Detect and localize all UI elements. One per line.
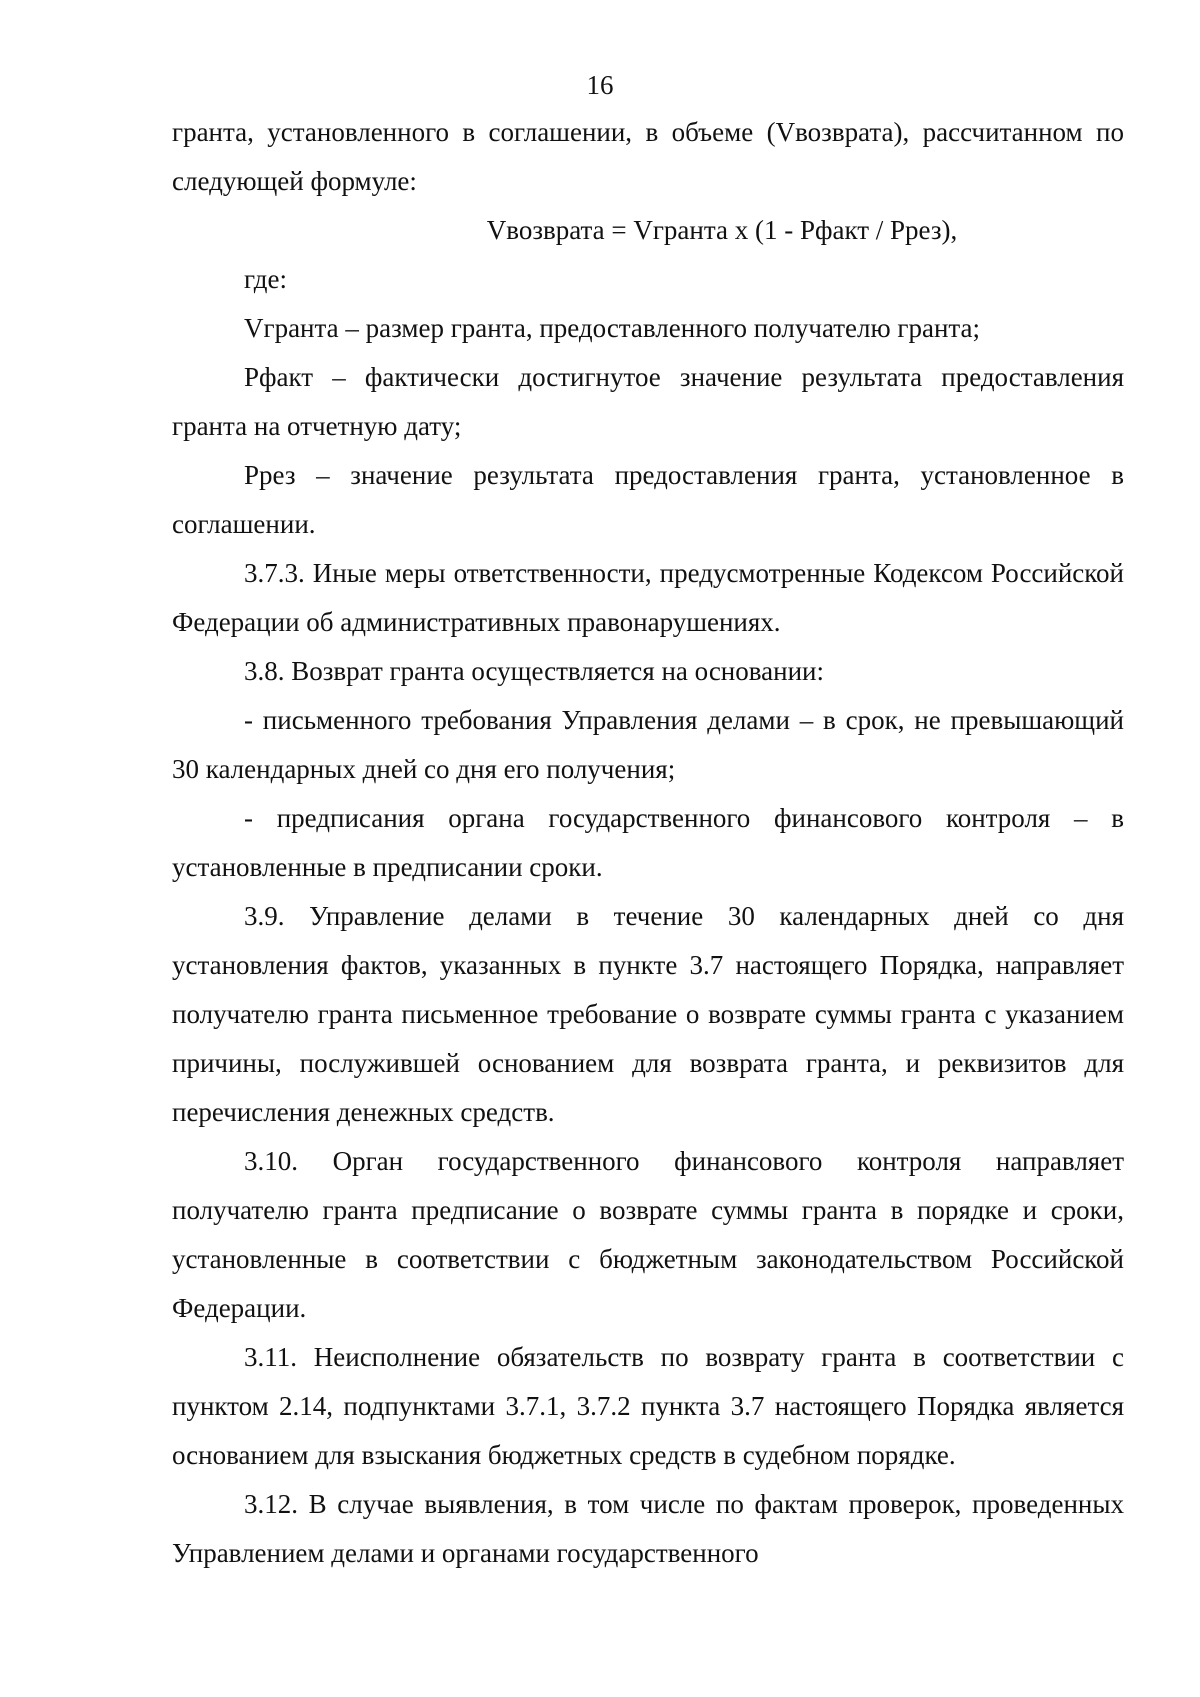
paragraph-3-8: 3.8. Возврат гранта осуществляется на основании: [244, 656, 824, 686]
paragraph-3-10: 3.10. Орган государственного финансового контроля направляет получателю гранта предписание о возврате суммы гранта в порядке и сроки, установленные в соответствии с бюджетным законодательством Российской Федерации. [172, 1146, 1124, 1323]
document-body [172, 108, 1124, 1578]
definition-v-grant: Vгранта – размер гранта, предоставленного получателю гранта; [244, 313, 981, 343]
paragraph-grant-volume-intro: гранта, установленного в соглашении, в объеме (Vвозврата), рассчитанном по следующей формуле: [172, 117, 1124, 196]
paragraph-3-9: 3.9. Управление делами в течение 30 календарных дней со дня установления фактов, указанных в пункте 3.7 настоящего Порядка, направляет получателю гранта письменное требование о возврате суммы гранта с указанием причины, послужившей основанием для возврата гранта, и реквизитов для перечисления денежных средств. [172, 901, 1124, 1127]
list-item-control-order: - предписания органа государственного финансового контроля – в установленные в предписании сроки. [172, 803, 1124, 882]
page-number: 16 [586, 70, 614, 100]
paragraph-3-12: 3.12. В случае выявления, в том числе по фактам проверок, проведенных Управлением делами и органами государственного [172, 1489, 1124, 1568]
definition-r-fact: Рфакт – фактически достигнутое значение результата предоставления гранта на отчетную дату; [172, 362, 1124, 441]
paragraph-3-7-3: 3.7.3. Иные меры ответственности, предусмотренные Кодексом Российской Федерации об административных правонарушениях. [172, 558, 1124, 637]
paragraph-3-11: 3.11. Неисполнение обязательств по возврату гранта в соответствии с пунктом 2.14, подпунктами 3.7.1, 3.7.2 пункта 3.7 настоящего Порядка является основанием для взыскания бюджетных средств в судебном порядке. [172, 1342, 1124, 1470]
definition-r-rez: Ррез – значение результата предоставления гранта, установленное в соглашении. [172, 460, 1124, 539]
list-item-written-requirement: - письменного требования Управления делами – в срок, не превышающий 30 календарных дней со дня его получения; [172, 705, 1124, 784]
paragraph-where: где: [244, 264, 287, 294]
formula-return-volume: Vвозврата = Vгранта x (1 - Рфакт / Рpез), [486, 215, 958, 245]
